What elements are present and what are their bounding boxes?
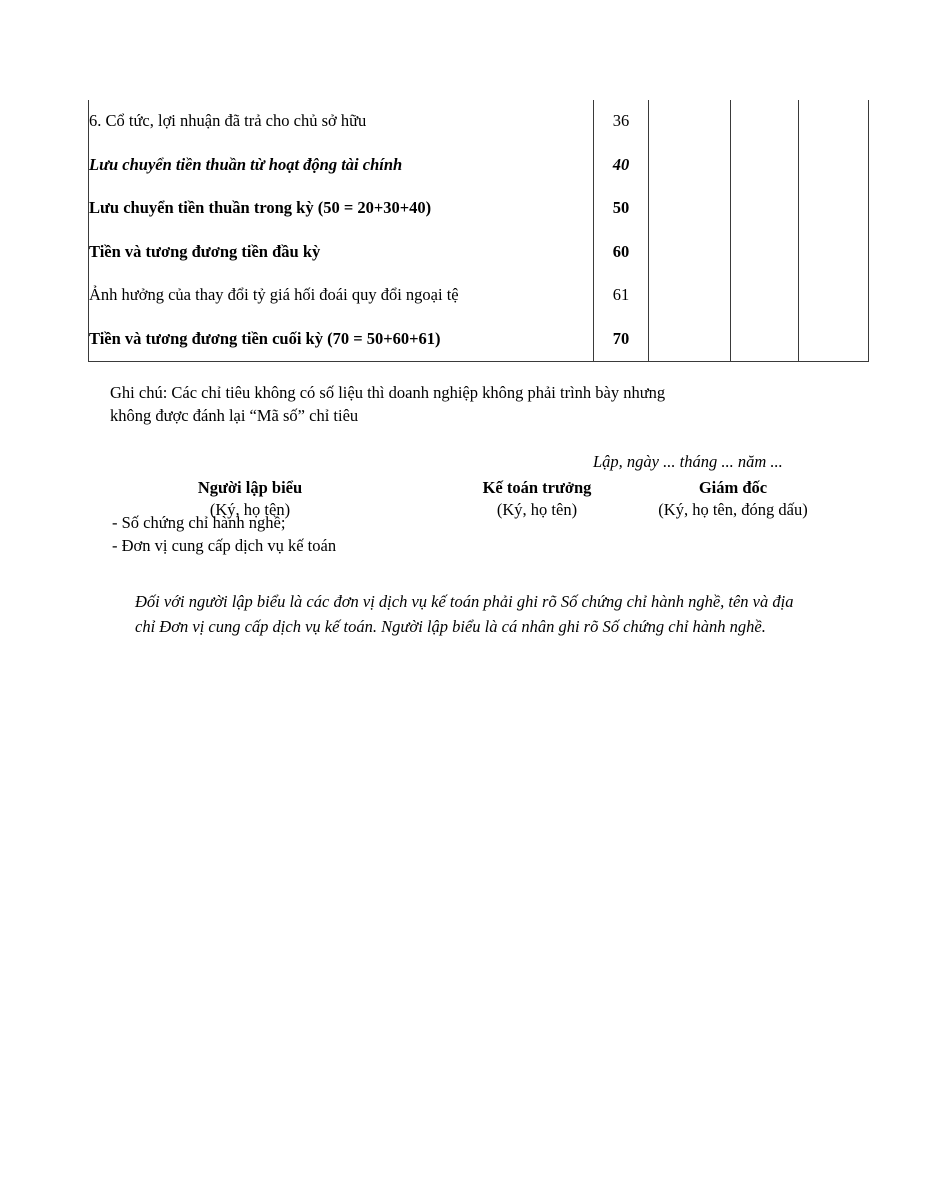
row-code: 60 [594,231,649,275]
row-code: 61 [594,274,649,318]
signature-block-director [628,477,838,521]
table-row [89,144,869,188]
row-note [649,231,731,275]
row-description: Lưu chuyển tiền thuần từ hoạt động tài chính [89,144,594,188]
director-subtitle: (Ký, họ tên, đóng dấu) [658,499,808,519]
table-body [89,100,869,362]
row-current-year [731,100,799,144]
table-row [89,100,869,144]
row-code: 36 [594,100,649,144]
preparer-requirement-list [112,512,336,558]
preparer-note-item-2: - Đơn vị cung cấp dịch vụ kế toán [112,535,337,555]
row-previous-year [799,187,869,231]
row-current-year [731,274,799,318]
table-note [110,381,810,428]
table-row [89,187,869,231]
preparer-subtitle: (Ký, họ tên) [209,499,291,519]
note-line-1: Ghi chú: Các chỉ tiêu không có số liệu thì doanh nghiệp không phải trình bày nhưng [110,383,666,402]
row-description: Ảnh hưởng của thay đổi tỷ giá hối đoái quy đổi ngoại tệ [89,274,594,318]
row-description: Lưu chuyển tiền thuần trong kỳ (50 = 20+30+40) [89,187,594,231]
note-line-2: không được đánh lại “Mã số” chỉ tiêu [110,406,359,426]
table-row [89,318,869,362]
signature-block-chief-accountant [437,477,637,521]
row-previous-year [799,231,869,275]
table-row [89,274,869,318]
row-previous-year [799,274,869,318]
cashflow-statement-table [88,100,869,362]
row-code: 70 [594,318,649,362]
row-current-year [731,187,799,231]
preparer-title: Người lập biểu [197,478,303,497]
row-previous-year [799,318,869,362]
preparer-note-item-1: - Số chứng chỉ hành nghề; [112,513,286,532]
row-description: 6. Cổ tức, lợi nhuận đã trả cho chủ sở hữu [89,100,594,144]
row-note [649,318,731,362]
row-note [649,100,731,144]
row-previous-year [799,144,869,188]
director-title: Giám đốc [698,478,768,497]
row-description: Tiền và tương đương tiền đầu kỳ [89,231,594,275]
row-note [649,144,731,188]
footnote-paragraph: Đối với người lập biểu là các đơn vị dịch vụ kế toán phải ghi rõ Số chứng chỉ hành nghề, tên và địa chỉ Đơn vị cung cấp dịch vụ kế toán. Người lập biểu là cá nhân ghi rõ Số chứng chỉ hành nghề. [135,592,794,637]
row-current-year [731,231,799,275]
row-previous-year [799,100,869,144]
date-placeholder-line: Lập, ngày ... tháng ... năm ... [593,452,783,471]
row-code: 40 [594,144,649,188]
row-current-year [731,318,799,362]
table-row [89,231,869,275]
row-code: 50 [594,187,649,231]
row-description: Tiền và tương đương tiền cuối kỳ (70 = 50+60+61) [89,318,594,362]
row-note [649,274,731,318]
chief-accountant-title: Kế toán trưởng [482,478,592,497]
chief-accountant-subtitle: (Ký, họ tên) [496,499,578,519]
row-current-year [731,144,799,188]
row-note [649,187,731,231]
